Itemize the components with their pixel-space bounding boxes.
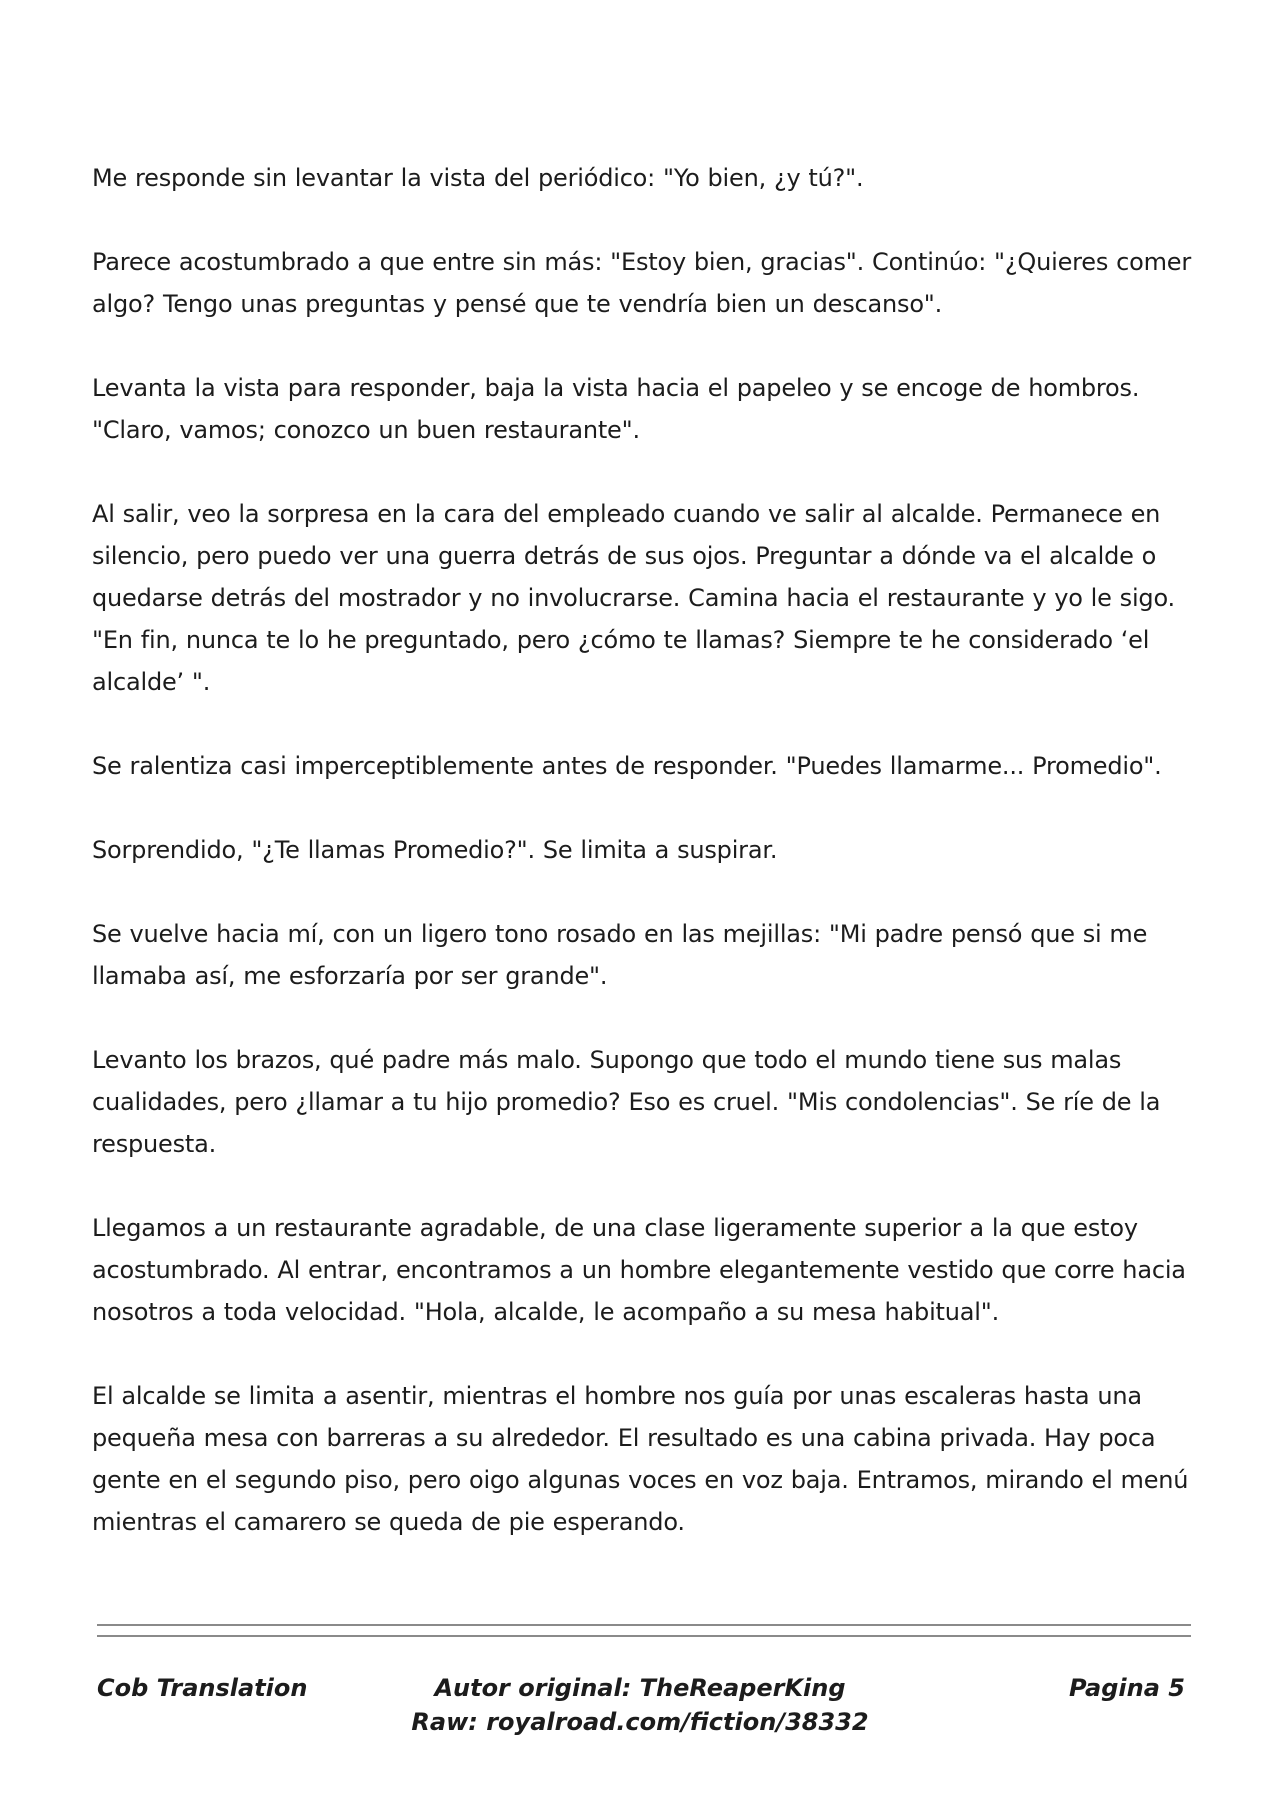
paragraph-6: Sorprendido, "¿Te llamas Promedio?". Se limita a suspirar. <box>92 836 778 864</box>
footer-raw-link: Raw: royalroad.com/fiction/38332 <box>411 1708 869 1736</box>
paragraph-5: Se ralentiza casi imperceptiblemente antes de responder. "Puedes llamarme... Promedio". <box>92 752 1162 780</box>
paragraph-8: Levanto los brazos, qué padre más malo. Supongo que todo el mundo tiene sus malas cualidades, pero ¿llamar a tu hijo promedio? Eso es cruel. "Mis condolencias". Se ríe de la respuesta. <box>92 1046 1161 1158</box>
paragraph-7: Se vuelve hacia mí, con un ligero tono rosado en las mejillas: "Mi padre pensó que si me llamaba así, me esforzaría por ser grande". <box>92 920 1148 990</box>
footer-source-info <box>340 1671 940 1739</box>
body-text <box>92 157 1196 1585</box>
footer-page-number: Pagina 5 <box>1069 1674 1185 1702</box>
paragraph-2: Parece acostumbrado a que entre sin más: "Estoy bien, gracias". Continúo: "¿Quieres comer algo? Tengo unas preguntas y pensé que te vendría bien un descanso". <box>92 248 1191 318</box>
footer-divider-top <box>97 1624 1191 1626</box>
paragraph-9: Llegamos a un restaurante agradable, de una clase ligeramente superior a la que estoy acostumbrado. Al entrar, encontramos a un hombre elegantemente vestido que corre hacia nosotros a toda velocidad. "Hola, alcalde, le acompaño a su mesa habitual". <box>92 1214 1186 1326</box>
footer-divider-bottom <box>97 1635 1191 1637</box>
paragraph-10: El alcalde se limita a asentir, mientras el hombre nos guía por unas escaleras hasta una pequeña mesa con barreras a su alrededor. El resultado es una cabina privada. Hay poca gente en el segundo piso, pero oigo algunas voces en voz baja. Entramos, mirando el menú mientras el camarero se queda de pie esperando. <box>92 1382 1189 1536</box>
footer-original-author: Autor original: TheReaperKing <box>434 1674 846 1702</box>
footer-translator-credit: Cob Translation <box>97 1674 308 1702</box>
paragraph-1: Me responde sin levantar la vista del periódico: "Yo bien, ¿y tú?". <box>92 164 864 192</box>
paragraph-4: Al salir, veo la sorpresa en la cara del empleado cuando ve salir al alcalde. Permanece en silencio, pero puedo ver una guerra detrás de sus ojos. Preguntar a dónde va el alcalde o quedarse detrás del mostrador y no involucrarse. Camina hacia el restaurante y yo le sigo. "En fin, nunca te lo he preguntado, pero ¿cómo te llamas? Siempre te he considerado ‘el alcalde’ ". <box>92 500 1175 696</box>
paragraph-3: Levanta la vista para responder, baja la vista hacia el papeleo y se encoge de hombros. "Claro, vamos; conozco un buen restaurante". <box>92 374 1140 444</box>
